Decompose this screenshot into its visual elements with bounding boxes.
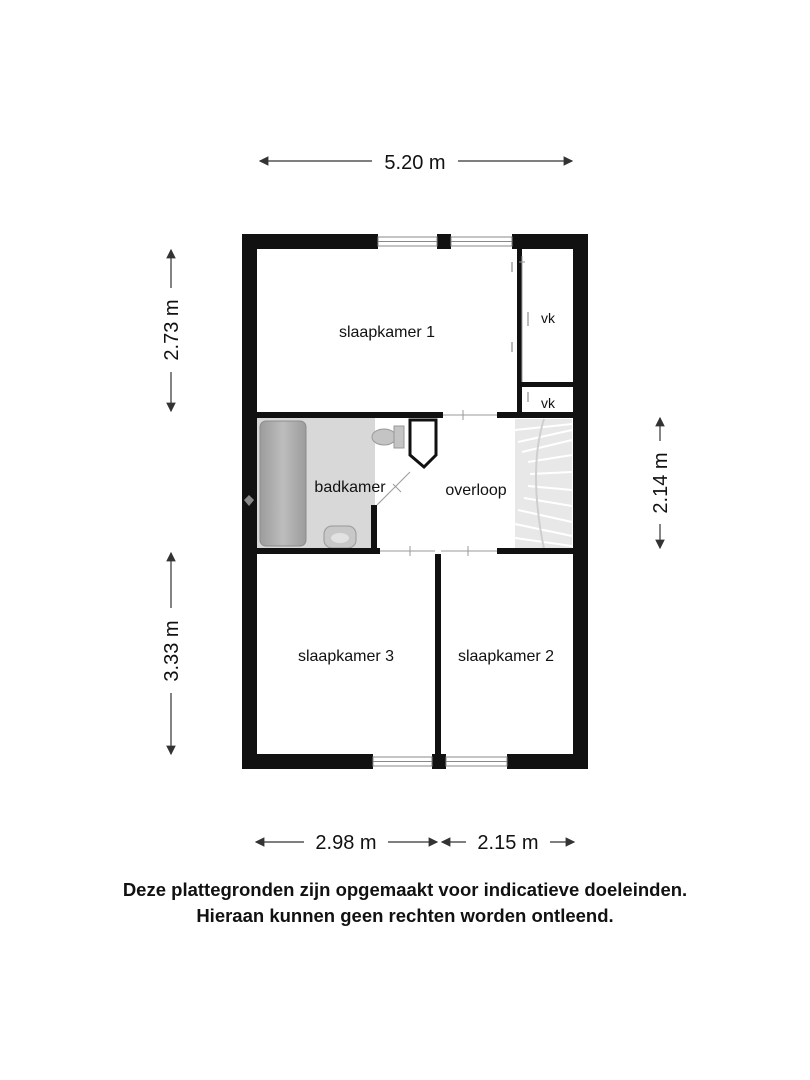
room-label-overloop: overloop — [445, 482, 507, 499]
room-label-badkamer: badkamer — [314, 479, 386, 496]
room-label-vk-top: vk — [541, 310, 555, 326]
windows — [373, 237, 512, 766]
disclaimer-line-2: Hieraan kunnen geen rechten worden ontleend. — [196, 905, 614, 926]
dimension-right-middle: 2.14 m — [650, 452, 672, 514]
dimension-bottom-right: 2.15 m — [477, 832, 539, 854]
room-label-slaapkamer-2: slaapkamer 2 — [457, 648, 555, 665]
room-label-vk-bottom: vk — [541, 395, 555, 411]
staircase-icon — [515, 419, 572, 549]
room-label-slaapkamer-3: slaapkamer 3 — [297, 648, 395, 665]
bathtub-icon — [260, 421, 306, 546]
dimension-bottom-left: 2.98 m — [315, 832, 377, 854]
doors — [377, 256, 525, 556]
toilet-icon — [372, 426, 404, 448]
room-label-slaapkamer-1: slaapkamer 1 — [338, 324, 436, 341]
disclaimer-line-1: Deze plattegronden zijn opgemaakt voor indicatieve doeleinden. — [122, 879, 688, 900]
shaft-icon — [410, 420, 436, 467]
dimension-left-upper: 2.73 m — [161, 299, 183, 361]
dimension-top-width: 5.20 m — [384, 152, 446, 174]
sink-icon — [324, 526, 356, 548]
dimension-left-lower: 3.33 m — [161, 620, 183, 682]
